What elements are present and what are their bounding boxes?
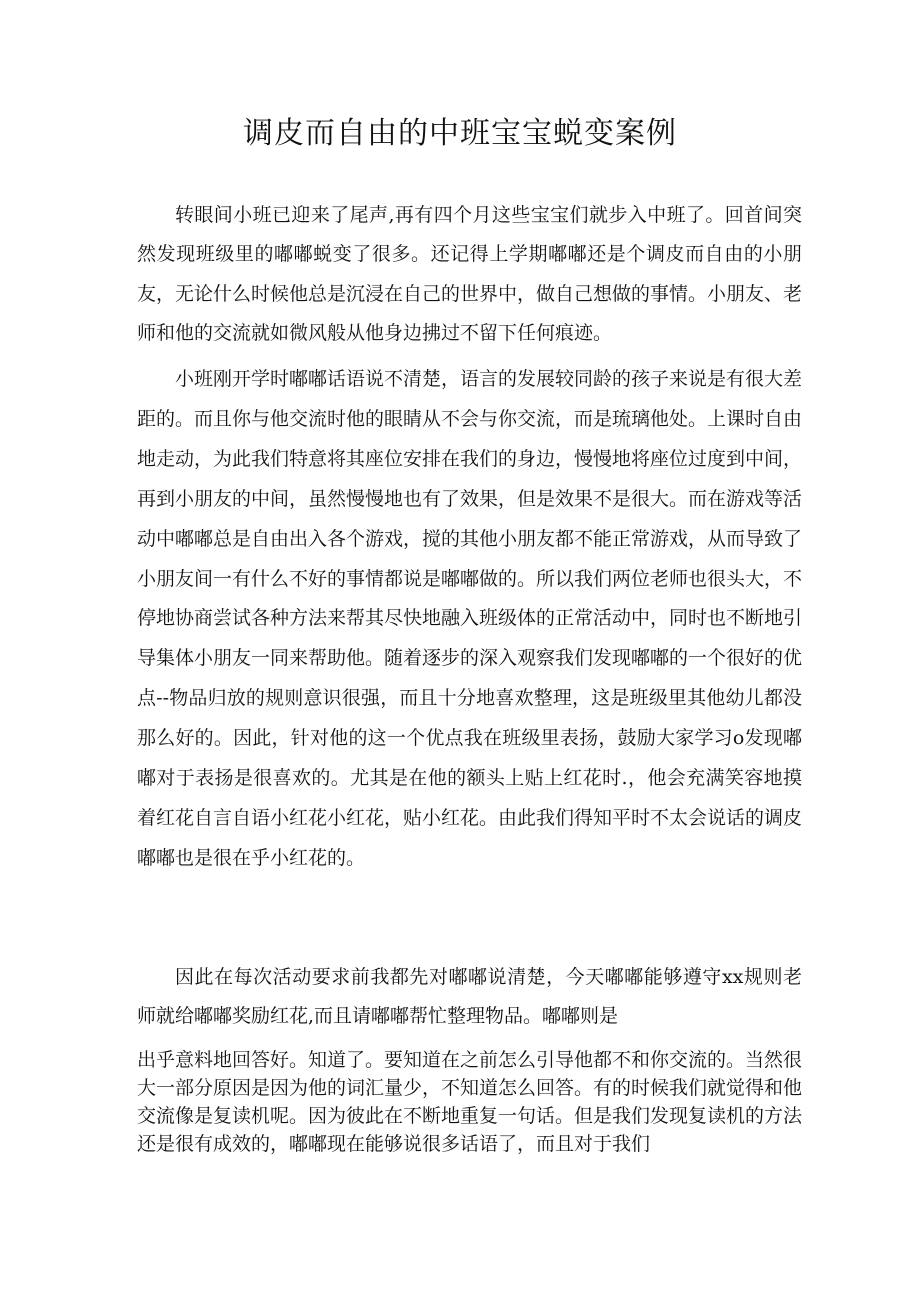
paragraph-3: 因此在每次活动要求前我都先对嘟嘟说清楚，今天嘟嘟能够遵守xx规则老师就给嘟嘟奖励红花,而且请嘟嘟帮忙整理物品。嘟嘟则是 — [137, 966, 802, 1028]
document-title: 调皮而自由的中班宝宝蜕变案例 — [243, 116, 677, 151]
paragraph-2: 小班刚开学时嘟嘟话语说不清楚，语言的发展较同龄的孩子来说是有很大差距的。而且你与他交流时他的眼睛从不会与你交流，而是琉璃他处。上课时自由地走动，为此我们特意将其座位安排在我们的身边，慢慢地将座位过度到中间，再到小朋友的中间，虽然慢慢地也有了效果，但是效果不是很大。而在游戏等活动中嘟嘟总是自由出入各个游戏，搅的其他小朋友都不能正常游戏，从而导致了小朋友间一有什么不好的事情都说是嘟嘟做的。所以我们两位老师也很头大，不停地协商尝试各种方法来帮其尽快地融入班级体的正常活动中，同时也不断地引导集体小朋友一同来帮助他。随着逐步的深入观察我们发现嘟嘟的一个很好的优点--物品归放的规则意识很强，而且十分地喜欢整理，这是班级里其他幼儿都没那么好的。因此，针对他的这一个优点我在班级里表扬，鼓励大家学习o发现嘟嘟对于表扬是很喜欢的。尤其是在他的额头上贴上红花时.，他会充满笑容地摸着红花自言自语小红花小红花，贴小红花。由此我们得知平时不太会说话的调皮嘟嘟也是很在乎小红花的。 — [137, 368, 803, 869]
paragraph-4: 出乎意料地回答好。知道了。要知道在之前怎么引导他都不和你交流的。当然很大一部分原因是因为他的词汇量少，不知道怎么回答。有的时候我们就觉得和他交流像是复读机呢。因为彼此在不断地重复一句话。但是我们发现复读机的方法还是很有成效的，嘟嘟现在能够说很多话语了，而且对于我们 — [137, 1049, 803, 1155]
paragraph-block-1 — [137, 196, 802, 353]
paragraph-block-2 — [137, 360, 802, 879]
paragraph-block-4 — [137, 1046, 802, 1158]
paragraph-1: 转眼间小班已迎来了尾声,再有四个月这些宝宝们就步入中班了。回首间突然发现班级里的嘟嘟蜕变了很多。还记得上学期嘟嘟还是个调皮而自由的小朋友，无论什么时候他总是沉浸在自己的世界中，做自己想做的事情。小朋友、老师和他的交流就如微风般从他身边拂过不留下任何痕迹。 — [137, 204, 803, 344]
paragraph-block-3 — [137, 958, 802, 1037]
